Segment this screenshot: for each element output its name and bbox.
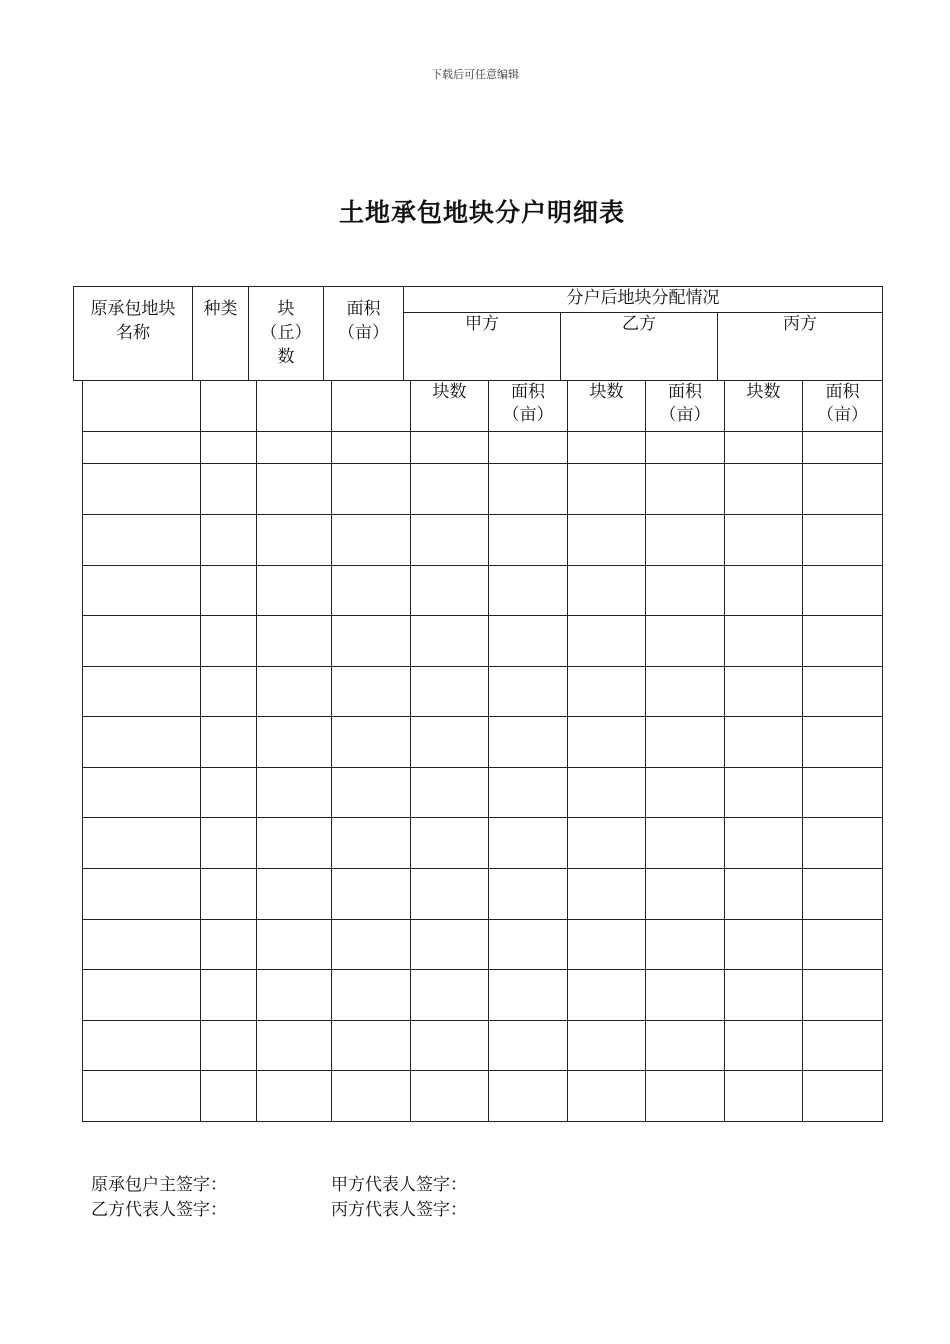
- sub-party-a-count: 块数: [411, 381, 489, 432]
- table-cell[interactable]: [489, 717, 568, 768]
- table-cell[interactable]: [725, 1071, 803, 1122]
- table-cell[interactable]: [489, 970, 568, 1021]
- table-cell[interactable]: [332, 768, 411, 818]
- table-cell[interactable]: [489, 515, 568, 566]
- col-party-c: 丙方: [718, 313, 883, 381]
- table-cell[interactable]: [646, 717, 725, 768]
- table-cell[interactable]: [803, 768, 883, 818]
- table-cell[interactable]: [257, 1021, 332, 1071]
- table-row: [83, 616, 883, 667]
- subheader-row: [83, 381, 883, 432]
- table-row: [83, 768, 883, 818]
- sub-party-b-count: 块数: [568, 381, 646, 432]
- table-cell[interactable]: [568, 432, 646, 464]
- table-cell[interactable]: [489, 432, 568, 464]
- table-cell[interactable]: [489, 869, 568, 920]
- table-row: [83, 1071, 883, 1122]
- page-title: 土地承包地块分户明细表: [338, 198, 625, 227]
- table-cell[interactable]: [332, 616, 411, 667]
- table-cell[interactable]: [201, 717, 257, 768]
- table-cell[interactable]: [257, 920, 332, 970]
- table-cell[interactable]: [257, 432, 332, 464]
- col-area-line1: 面积: [346, 299, 381, 319]
- table-cell[interactable]: [257, 1071, 332, 1122]
- table-cell[interactable]: [83, 1071, 201, 1122]
- table-cell[interactable]: [201, 1071, 257, 1122]
- table-cell[interactable]: [332, 667, 411, 717]
- table-cell[interactable]: [489, 464, 568, 515]
- sig-party-b-rep: 乙方代表人签字：: [91, 1200, 227, 1220]
- table-cell[interactable]: [725, 1021, 803, 1071]
- table-cell[interactable]: [83, 768, 201, 818]
- table-cell[interactable]: [568, 1021, 646, 1071]
- table-cell[interactable]: [803, 616, 883, 667]
- table-cell[interactable]: [201, 515, 257, 566]
- table-cell[interactable]: [411, 566, 489, 616]
- table-row: [83, 970, 883, 1021]
- col-original-name-line2: 名称: [116, 323, 150, 343]
- table-cell[interactable]: [489, 768, 568, 818]
- table-cell[interactable]: [411, 616, 489, 667]
- table-cell[interactable]: [257, 768, 332, 818]
- table-cell[interactable]: [725, 515, 803, 566]
- col-original-name-line1: 原承包地块: [90, 299, 176, 319]
- col-original-name: [74, 287, 193, 381]
- table-cell[interactable]: [201, 970, 257, 1021]
- table-cell[interactable]: [646, 432, 725, 464]
- table-cell[interactable]: [646, 515, 725, 566]
- table-cell[interactable]: [201, 381, 257, 432]
- table-cell[interactable]: [489, 566, 568, 616]
- table-cell[interactable]: [803, 1071, 883, 1122]
- table-cell[interactable]: [489, 818, 568, 869]
- table-cell[interactable]: [332, 920, 411, 970]
- table-cell[interactable]: [568, 667, 646, 717]
- table-cell[interactable]: [201, 566, 257, 616]
- table-body: [82, 380, 883, 1122]
- watermark: 下载后可任意编辑: [431, 68, 519, 81]
- table-cell[interactable]: [201, 1021, 257, 1071]
- table-cell[interactable]: [83, 667, 201, 717]
- table-cell[interactable]: [411, 920, 489, 970]
- table-cell[interactable]: [257, 818, 332, 869]
- table-cell[interactable]: [83, 515, 201, 566]
- sub-area-line2: （亩）: [502, 405, 554, 425]
- table-cell[interactable]: [646, 970, 725, 1021]
- col-area-line2: （亩）: [338, 323, 389, 343]
- sig-party-a-rep: 甲方代表人签字：: [331, 1175, 467, 1195]
- table-cell[interactable]: [257, 717, 332, 768]
- table-cell[interactable]: [332, 970, 411, 1021]
- table-cell[interactable]: [201, 818, 257, 869]
- table-cell[interactable]: [646, 667, 725, 717]
- table-cell[interactable]: [803, 515, 883, 566]
- table-cell[interactable]: [568, 869, 646, 920]
- table-cell[interactable]: [568, 717, 646, 768]
- col-type: [193, 287, 249, 381]
- table-row: [83, 869, 883, 920]
- table-cell[interactable]: [411, 1021, 489, 1071]
- table-cell[interactable]: [332, 1071, 411, 1122]
- table-cell[interactable]: [83, 818, 201, 869]
- sub-party-a-area: [489, 381, 568, 432]
- table-cell[interactable]: [646, 616, 725, 667]
- table-cell[interactable]: [568, 768, 646, 818]
- table-cell[interactable]: [725, 464, 803, 515]
- table-cell[interactable]: [489, 1071, 568, 1122]
- table-cell[interactable]: [725, 432, 803, 464]
- table-cell[interactable]: [332, 717, 411, 768]
- table-cell[interactable]: [803, 667, 883, 717]
- table-cell[interactable]: [568, 515, 646, 566]
- table-cell[interactable]: [411, 717, 489, 768]
- table-cell[interactable]: [725, 667, 803, 717]
- table-row: [83, 432, 883, 464]
- table-cell[interactable]: [411, 970, 489, 1021]
- table-cell[interactable]: [803, 818, 883, 869]
- table-cell[interactable]: [725, 717, 803, 768]
- col-type-label: 种类: [203, 299, 238, 319]
- sub-area-line2: （亩）: [659, 405, 711, 425]
- table-cell[interactable]: [725, 616, 803, 667]
- table-cell[interactable]: [332, 464, 411, 515]
- sub-area-line1: 面积: [668, 382, 702, 402]
- table-row: [83, 717, 883, 768]
- table-row: [83, 566, 883, 616]
- table-cell[interactable]: [83, 869, 201, 920]
- table-cell[interactable]: [83, 1021, 201, 1071]
- table-cell[interactable]: [83, 970, 201, 1021]
- table-cell[interactable]: [83, 566, 201, 616]
- table-row: [83, 1021, 883, 1071]
- table-cell[interactable]: [568, 464, 646, 515]
- table-cell[interactable]: [332, 515, 411, 566]
- table-cell[interactable]: [257, 970, 332, 1021]
- table-cell[interactable]: [411, 464, 489, 515]
- table-cell[interactable]: [411, 768, 489, 818]
- sub-party-b-area: [646, 381, 725, 432]
- table-cell[interactable]: [646, 818, 725, 869]
- table-row: [83, 667, 883, 717]
- table-cell[interactable]: [201, 768, 257, 818]
- table-cell[interactable]: [201, 920, 257, 970]
- table-cell[interactable]: [725, 768, 803, 818]
- table-cell[interactable]: [332, 381, 411, 432]
- table-cell[interactable]: [568, 920, 646, 970]
- col-plots-line2: （丘）: [260, 323, 312, 343]
- table-cell[interactable]: [489, 920, 568, 970]
- table-cell[interactable]: [201, 667, 257, 717]
- table-cell[interactable]: [725, 970, 803, 1021]
- sub-area-line2: （亩）: [817, 405, 868, 425]
- table-cell[interactable]: [83, 717, 201, 768]
- table-cell[interactable]: [803, 566, 883, 616]
- table-cell[interactable]: [568, 1071, 646, 1122]
- sub-party-c-count: 块数: [725, 381, 803, 432]
- table-cell[interactable]: [568, 818, 646, 869]
- table-cell[interactable]: [411, 515, 489, 566]
- table-cell[interactable]: [803, 464, 883, 515]
- table-cell[interactable]: [411, 818, 489, 869]
- table-cell[interactable]: [646, 920, 725, 970]
- table-cell[interactable]: [332, 869, 411, 920]
- table-row: [83, 464, 883, 515]
- table-cell[interactable]: [489, 667, 568, 717]
- table-cell[interactable]: [568, 616, 646, 667]
- table-cell[interactable]: [257, 869, 332, 920]
- col-plots-line1: 块: [277, 299, 295, 319]
- table-cell[interactable]: [803, 432, 883, 464]
- table-cell[interactable]: [646, 768, 725, 818]
- table-cell[interactable]: [725, 869, 803, 920]
- table-cell[interactable]: [83, 432, 201, 464]
- sub-area-line1: 面积: [511, 382, 545, 402]
- table-row: [83, 920, 883, 970]
- table-cell[interactable]: [489, 1021, 568, 1071]
- sig-party-c-rep: 丙方代表人签字：: [331, 1200, 467, 1220]
- table-cell[interactable]: [803, 970, 883, 1021]
- table-cell[interactable]: [725, 920, 803, 970]
- table-cell[interactable]: [646, 869, 725, 920]
- col-party-a: 甲方: [404, 313, 561, 381]
- sub-area-line1: 面积: [825, 382, 860, 402]
- table-cell[interactable]: [332, 432, 411, 464]
- col-party-b: 乙方: [561, 313, 718, 381]
- table-cell[interactable]: [332, 1021, 411, 1071]
- table-cell[interactable]: [257, 381, 332, 432]
- table-row: [83, 515, 883, 566]
- table-cell[interactable]: [803, 869, 883, 920]
- table-cell[interactable]: [411, 869, 489, 920]
- table-cell[interactable]: [803, 1021, 883, 1071]
- table-row: [83, 818, 883, 869]
- col-area: [324, 287, 404, 381]
- table-cell[interactable]: [646, 566, 725, 616]
- table-cell[interactable]: [83, 464, 201, 515]
- col-plots: [249, 287, 324, 381]
- table-cell[interactable]: [803, 920, 883, 970]
- col-plots-line3: 数: [277, 347, 295, 367]
- table-cell[interactable]: [411, 432, 489, 464]
- sub-party-c-area: [803, 381, 883, 432]
- table-cell[interactable]: [568, 970, 646, 1021]
- table-cell[interactable]: [257, 616, 332, 667]
- table-cell[interactable]: [257, 566, 332, 616]
- table-cell[interactable]: [257, 667, 332, 717]
- col-allocation: 分户后地块分配情况: [404, 287, 883, 313]
- table-cell[interactable]: [646, 1071, 725, 1122]
- table-cell[interactable]: [411, 1071, 489, 1122]
- table-cell[interactable]: [83, 381, 201, 432]
- table-cell[interactable]: [725, 818, 803, 869]
- table-cell[interactable]: [568, 566, 646, 616]
- table-cell[interactable]: [332, 566, 411, 616]
- table-cell[interactable]: [201, 432, 257, 464]
- table-cell[interactable]: [201, 616, 257, 667]
- table-cell[interactable]: [411, 667, 489, 717]
- table-cell[interactable]: [83, 616, 201, 667]
- table-cell[interactable]: [489, 616, 568, 667]
- table-header: [73, 286, 883, 381]
- table-cell[interactable]: [257, 515, 332, 566]
- table-cell[interactable]: [257, 464, 332, 515]
- table-cell[interactable]: [725, 566, 803, 616]
- table-cell[interactable]: [803, 717, 883, 768]
- table-cell[interactable]: [332, 818, 411, 869]
- table-cell[interactable]: [646, 464, 725, 515]
- table-cell[interactable]: [83, 920, 201, 970]
- sig-original-holder: 原承包户主签字：: [91, 1175, 227, 1195]
- table-cell[interactable]: [646, 1021, 725, 1071]
- table-cell[interactable]: [201, 464, 257, 515]
- table-cell[interactable]: [201, 869, 257, 920]
